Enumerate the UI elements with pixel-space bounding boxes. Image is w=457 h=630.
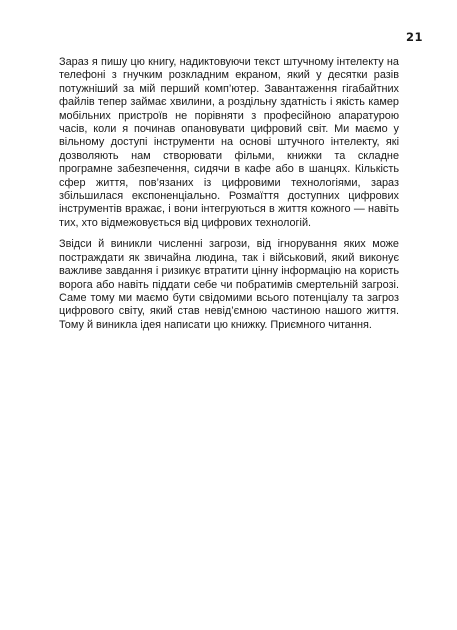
paragraph-2: Звідси й виникли численні загрози, від ігнорування яких може постраждати як звичайна людина, так і військовий, який виконує важливе завдання і ризикує втратити цінну інформацію на користь ворога або навіть піддати себе чи побратимів смертельній загрозі. Саме тому ми маємо бути свідомими всього потенціалу та загроз цифрового світу, який став невід’ємною частиною нашого життя. Тому й виникла ідея написати цю книжку. Приємного читання. — [59, 238, 399, 331]
page-number: 21 — [405, 30, 423, 44]
body-text — [59, 56, 399, 332]
paragraph-1: Зараз я пишу цю книгу, надиктовуючи текст штучному інтелекту на телефоні з гнучким розкладним екраном, який у десятки разів потужніший за мій перший комп’ютер. Завантаження гігабайтних файлів тепер займає хвилини, а роздільну здатність і якість камер мобільних пристроїв не порівняти з професійною апаратурою часів, коли я починав опановувати цифровий світ. Ми маємо у вільному доступі інструменти на основі штучного інтелекту, які дозволяють нам створювати фільми, книжки та складне програмне забезпечення, сидячи в кафе або в шанцях. Кількість сфер життя, пов’язаних із цифровими технологіями, зараз збільшилася експоненціально. Розмаїття доступних цифрових інструментів вражає, і вони інтегруються в життя кожного — навіть тих, хто відмежовується від цифрових технологій. — [59, 56, 399, 229]
